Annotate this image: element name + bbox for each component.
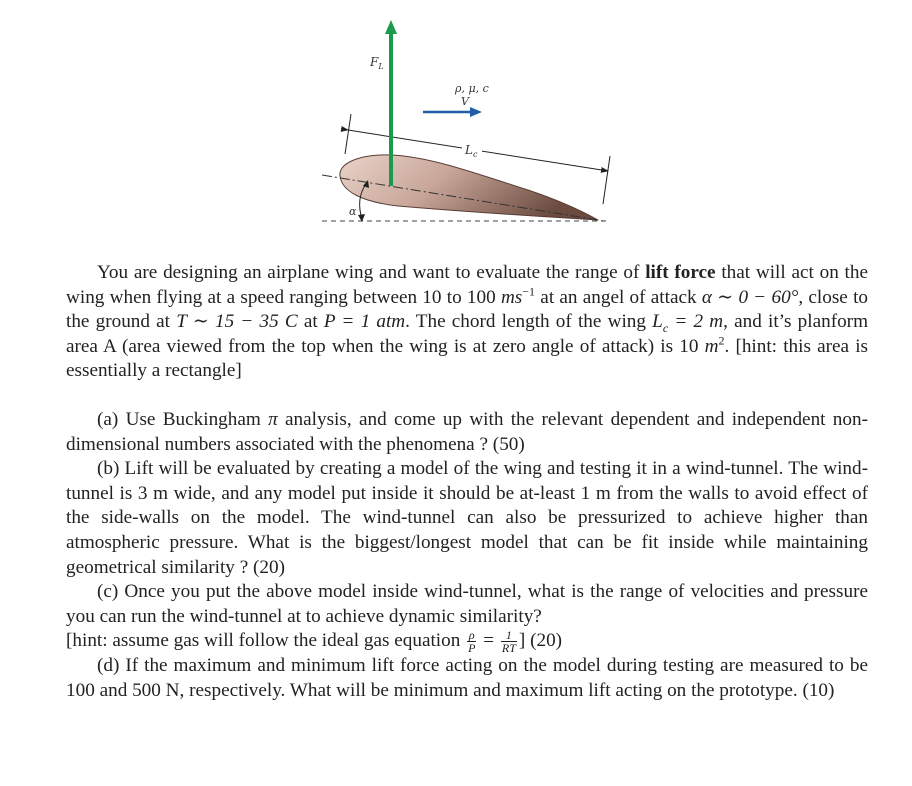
chord-tick-left [345,114,351,154]
part-b: (b) Lift will be evaluated by creating a model of the wing and testing it in a wind-tunnel. The wind-tunnel is 3 m wide, and any model put inside it should be at-least 1 m from the walls to avoid effect of the side-walls on the model. The wind-tunnel can also be pressurized to achieve higher than atmospheric pressure. What is the biggest/longest model that can be fit inside while maintaining geometrical similarity ? (20) [66,458,868,578]
airfoil-diagram [318,14,618,229]
velocity-arrow-head [470,107,482,117]
hint-c: [hint: assume gas will follow the ideal gas equation $\frac{\rho}{P}$ = $\frac{1}{RT}$ ] (20) [66,628,563,656]
part-d: (d) If the maximum and minimum lift force acting on the model during testing are measured to be 100 and 500 N, respectively. What will be minimum and maximum lift acting on the prototype. (10) [66,655,868,701]
part-a: (a) Use Buckingham π analysis, and come up with the relevant dependent and independent non-dimensional numbers associated with the phenomena ? (50) [66,408,868,455]
lift-force-label: $F_L$ [370,55,384,71]
intro-paragraph: You are designing an airplane wing and want to evaluate the range of lift force that will act on the wing when flying at a speed ranging between 10 to 100 $ms^{-1}$ at an angel of attack α ∼ 0 − 60°, close to the ground at T ∼ 15 − 35 C at P = 1 atm. The chord length of the wing $L_c = 2$ m, and it’s planform area A (area viewed from the top when the wing is at zero angle of attack) is 10 $m^2$. [hint: this area is essentially a rectangle] [66,262,869,382]
problem-statement [66,261,868,704]
airfoil-wing [340,155,598,220]
angle-label: α [349,205,357,218]
lift-arrow-head [385,20,397,34]
velocity-label: V [461,95,469,108]
fluid-properties-label: ρ, μ, c [455,82,489,95]
airfoil-figure [318,14,618,229]
fraction-one-over-rt: $\frac{1}{RT}$ [501,628,516,656]
part-c: (c) Once you put the above model inside wind-tunnel, what is the range of velocities and pressure you can run the wind-tunnel at to achieve dynamic similarity? [66,581,868,627]
chord-tick-right [603,156,610,204]
lift-force-bold: lift force [645,262,716,283]
chord-label: $L_c$ [465,143,478,159]
fraction-rho-over-p: $\frac{\rho}{P}$ [468,628,476,656]
